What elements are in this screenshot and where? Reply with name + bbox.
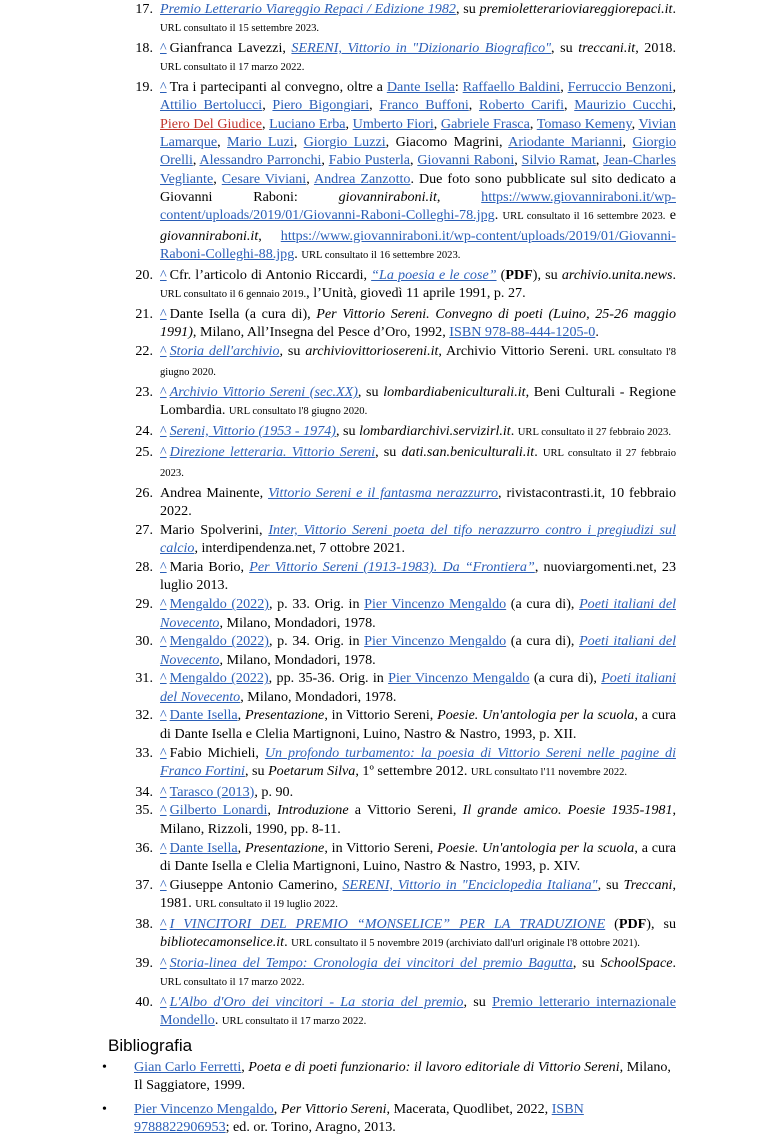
citation-link[interactable]: “La poesia e le cose” [371,266,497,283]
citation-text: URL consultato l'11 novembre 2022. [470,766,628,778]
citation-text: ^ Dante Isella, Presentazione, in Vittorio Sereni, Poesie. Un'antologia per la scuola, a cura di Dante Isella e Clelia Martignoni, Luino, Nastro & Nastro, 1993, p. XIV. [160,839,677,874]
citation-text: premioletterarioviareggiorepaci.it [479,1,673,17]
footnote-item [118,954,676,993]
citation-text: ^ Dante Isella (a cura di), Per Vittorio Sereni. Convegno di poeti (Luino, 25-26 maggio 1991), Milano, All’Insegna del Pesce d’Oro, 1992, ISBN 978-88-444-1205-0. [160,305,676,341]
citation-link[interactable]: Maurizio Cucchi [574,97,673,114]
citation-link[interactable]: Umberto Fiori [352,115,434,132]
citation-text: URL consultato il 15 settembre 2023. [160,23,320,35]
citation-link[interactable]: Pier Vincenzo Mengaldo [364,596,507,613]
backref-caret-link[interactable]: ^ [160,423,167,440]
citation-link[interactable]: Silvio Ramat [521,152,596,169]
citation-text: ^ Sereni, Vittorio (1953 - 1974), su lombardiarchivi.servizirl.it. URL consultato il 27 febbraio 2023. [160,423,671,440]
citation-text: 25. [135,443,153,460]
citation-link[interactable]: Andrea Zanzotto [313,170,411,187]
footnote-item [118,632,676,669]
citation-text: 32. [135,707,153,724]
citation-text: URL consultato l'8 giugno 2020. [228,406,368,418]
citation-text: 23. [135,383,153,400]
citation-text: URL consultato il 5 novembre 2019 (archiviato dall'url originale l'8 ottobre 2021). [291,938,640,950]
backref-caret-link[interactable]: ^ [160,993,167,1010]
citation-text: ^ Tarasco (2013), p. 90. [160,783,294,800]
citation-text: 22. [135,342,153,359]
citation-text: ^ Fabio Michieli, Un profondo turbamento: la poesia di Vittorio Sereni nelle pagine di Franco Fortini, su Poetarum Silva, 1º settembre 2012. URL consultato l'11 novembre 2022. [160,744,676,779]
citation-link[interactable]: Ariodante Marianni [508,134,623,151]
citation-link[interactable]: Attilio Bertolucci [160,97,263,114]
citation-link[interactable]: Mengaldo (2022) [169,633,269,650]
footnote-item [118,443,676,484]
footnote-item [118,801,676,838]
footnote-item [118,744,676,783]
citation-text: URL consultato il 27 febbraio 2023. [160,447,676,480]
citation-text: 26. [135,484,153,501]
citation-text: URL consultato il 17 marzo 2022. [160,62,305,74]
citation-text: ^ I VINCITORI DEL PREMIO “MONSELICE” PER LA TRADUZIONE (PDF), su bibliotecamonselice.it. URL consultato il 5 novembre 2019 (archiviato dall'url originale l'8 ottobre 2021). [160,915,676,951]
citation-text: URL consultato l'8 giugno 2020. [160,346,676,379]
backref-caret-link[interactable]: ^ [160,305,167,322]
citation-text: 39. [135,954,153,971]
citation-text: ^ Gianfranca Lavezzi, SERENI, Vittorio in "Dizionario Biografico", su treccani.it, 2018. URL consultato il 17 marzo 2022. [160,40,676,74]
citation-link[interactable]: Luciano Erba [269,115,346,132]
citation-link[interactable]: Alessandro Parronchi [199,152,322,169]
citation-link[interactable]: Un profondo turbamento: la poesia di Vittorio Sereni nelle pagine di Franco Fortini [160,744,676,779]
backref-caret-link[interactable]: ^ [160,783,167,800]
citation-text: giovanniraboni.it [160,227,259,244]
citation-text: Presentazione [244,707,325,724]
citation-text: archiviovittoriosereni.it [305,342,439,359]
citation-text: 20. [135,266,153,283]
footnote-item [118,669,676,706]
citation-link[interactable]: Gian Carlo Ferretti [134,1058,242,1075]
citation-text: 28. [135,559,153,576]
citation-link[interactable]: Piero Del Giudice [160,115,262,132]
backref-caret-link[interactable]: ^ [160,915,167,932]
footnote-item [118,839,676,876]
citation-text: PDF [618,915,647,932]
citation-link[interactable]: https://www.giovanniraboni.it/wp-content/uploads/2019/01/Giovanni-Raboni-Colleghi-78.jpg [160,188,676,224]
backref-caret-link[interactable]: ^ [160,383,167,400]
citation-text: Introduzione [277,802,349,819]
citation-text: 37. [135,876,153,893]
citation-link[interactable]: ISBN [551,1101,584,1118]
citation-text: dati.san.beniculturali.it [401,443,535,460]
citation-text: URL consultato il 19 luglio 2022. [195,898,338,910]
citation-link[interactable]: I VINCITORI DEL PREMIO “MONSELICE” PER LA TRADUZIONE [169,915,606,932]
citation-text: Premio Letterario Viareggio Repaci / Edizione 1982, su premioletterarioviareggiorepaci.it. URL consultato il 15 settembre 2023. [160,1,676,35]
citation-link[interactable]: Dante Isella [169,707,238,724]
citation-text: 34. [135,783,153,800]
citation-link[interactable]: Mengaldo (2022) [169,596,269,613]
citation-text: 17. [135,1,153,17]
footnote-item [118,342,676,383]
citation-text: URL consultato il 16 settembre 2023. [301,249,461,261]
citation-link[interactable]: Pier Vincenzo Mengaldo [388,670,530,687]
citation-link[interactable]: Fabio Pusterla [328,152,411,169]
footnote-item [118,706,676,743]
citation-link[interactable]: 9788822906953 [134,1119,226,1136]
footnote-item [118,422,676,442]
citation-link[interactable]: SERENI, Vittorio in "Enciclopedia Italiana" [342,876,598,893]
citation-text: URL consultato il 16 settembre 2023. [502,211,666,223]
bibliography-item: • Gian Carlo Ferretti, Poeta e di poeti funzionario: il lavoro editoriale di Vittorio Sereni, Milano, Il Saggiatore, 1999. [118,1058,676,1095]
backref-caret-link[interactable]: ^ [160,707,167,724]
citation-link[interactable]: Pier Vincenzo Mengaldo [364,633,507,650]
citation-text: ^ Maria Borio, Per Vittorio Sereni (1913-1983). Da “Frontiera”, nuoviargomenti.net, 23 luglio 2013. [160,559,676,594]
citation-link[interactable]: Storia-linea del Tempo: Cronologia dei vincitori del premio Bagutta [169,954,573,971]
citation-text: ^ Mengaldo (2022), pp. 35-36. Orig. in Pier Vincenzo Mengaldo (a cura di), Poeti italiani del Novecento, Milano, Mondadori, 1978. [160,670,676,705]
citation-link[interactable]: Mario Luzi [227,134,294,151]
citation-link[interactable]: Gilberto Lonardi [169,802,268,819]
citation-text: Per Vittorio Sereni [280,1101,387,1118]
footnote-item [118,78,676,265]
citation-text: ^ Giuseppe Antonio Camerino, SERENI, Vittorio in "Enciclopedia Italiana", su Treccani, 1981. URL consultato il 19 luglio 2022. [160,876,676,911]
citation-link[interactable]: Premio letterario internazionale Mondello [160,993,676,1029]
citation-link[interactable]: Premio Letterario Viareggio Repaci / Edizione 1982 [160,1,456,17]
citation-text: ^ Cfr. l’articolo di Antonio Riccardi, “La poesia e le cose” (PDF), su archivio.unita.news. URL consultato il 6 gennaio 2019., l’Unità, giovedì 11 aprile 1991, p. 27. [160,266,677,301]
backref-caret-link[interactable]: ^ [160,596,167,613]
citation-text: Il grande amico. Poesie 1935-1981 [462,802,673,819]
footnote-item [118,521,676,558]
backref-caret-link[interactable]: ^ [160,266,167,283]
citation-link[interactable]: https://www.giovanniraboni.it/wp-content/uploads/2019/01/Giovanni-Raboni-Colleghi-88.jpg [160,227,676,262]
citation-text: Mario Spolverini, Inter, Vittorio Sereni poeta del tifo nerazzurro contro i pregiudizi sul calcio, interdipendenza.net, 7 ottobre 2021. [160,522,676,557]
bibliography-list [118,1058,676,1137]
citation-text: Treccani [623,876,673,893]
citation-link[interactable]: Inter, Vittorio Sereni poeta del tifo nerazzurro contro i pregiudizi sul calcio [160,522,676,557]
citation-link[interactable]: Giovanni Raboni [417,152,515,169]
footnote-item [118,484,676,521]
citation-link[interactable]: ISBN 978-88-444-1205-0 [449,324,596,341]
bibliography-heading: Bibliografia [108,1035,193,1055]
citation-link[interactable]: Giorgio Luzzi [303,134,386,151]
citation-link[interactable]: Jean-Charles Vegliante [160,152,676,187]
citation-link[interactable]: Piero Bigongiari [272,97,370,114]
citation-text: 40. [135,993,153,1010]
backref-caret-link[interactable]: ^ [160,954,167,971]
citation-text: ^ Gilberto Lonardi, Introduzione a Vittorio Sereni, Il grande amico. Poesie 1935-1981, Milano, Rizzoli, 1990, pp. 8-11. [160,802,677,837]
citation-link[interactable]: Cesare Viviani [221,170,307,187]
backref-caret-link[interactable]: ^ [160,559,167,576]
citation-text: URL consultato il 17 marzo 2022. [160,977,305,989]
citation-link[interactable]: L'Albo d'Oro dei vincitori - La storia del premio [169,993,464,1010]
footnote-item [118,783,676,801]
citation-link[interactable]: Poeti italiani del Novecento [160,670,676,705]
citation-text: 35. [135,802,153,819]
citation-text: lombardiarchivi.servizirl.it [359,423,511,440]
citation-text: 19. [135,79,153,96]
citation-link[interactable]: Vittorio Sereni e il fantasma nerazzurro [268,484,499,501]
citation-link[interactable]: Franco Buffoni [379,97,469,114]
citation-link[interactable]: SERENI, Vittorio in "Dizionario Biografico" [291,40,552,57]
citation-link[interactable]: Ferruccio Benzoni [567,79,673,96]
footnotes-list [118,0,676,1032]
citation-text: 33. [135,744,153,761]
citation-text: lombardiabeniculturali.it [383,383,526,400]
citation-text: SchoolSpace [600,954,673,971]
citation-link[interactable]: Dante Isella [169,839,238,856]
backref-caret-link[interactable]: ^ [160,79,167,96]
citation-text: ^ Archivio Vittorio Sereni (sec.XX), su lombardiabeniculturali.it, Beni Culturali - Regione Lombardia. URL consultato l'8 giugno 2020. [160,383,676,419]
citation-link[interactable]: Roberto Carifi [479,97,564,114]
citation-text: Poesie. Un'antologia per la scuola [437,839,635,856]
citation-text: Andrea Mainente, Vittorio Sereni e il fantasma nerazzurro, rivistacontrasti.it, 10 febbraio 2022. [160,484,677,520]
backref-caret-link[interactable]: ^ [160,633,167,650]
backref-caret-link[interactable]: ^ [160,802,167,819]
citation-link[interactable]: Poeti italiani del Novecento [160,596,676,631]
citation-text: 36. [135,839,153,856]
citation-link[interactable]: Pier Vincenzo Mengaldo [134,1101,274,1118]
citation-text: ^ Mengaldo (2022), p. 33. Orig. in Pier Vincenzo Mengaldo (a cura di), Poeti italiani del Novecento, Milano, Mondadori, 1978. [160,596,676,631]
citation-text: ^ Direzione letteraria. Vittorio Sereni, su dati.san.beniculturali.it. URL consultato il 27 febbraio 2023. [160,443,676,480]
citation-link[interactable]: Direzione letteraria. Vittorio Sereni [169,443,376,460]
citation-text: Poetarum Silva [268,762,356,779]
footnote-item [118,558,676,595]
bibliography-item: • Pier Vincenzo Mengaldo, Per Vittorio Sereni, Macerata, Quodlibet, 2022, ISBN 9788822906953; ed. or. Torino, Aragno, 2013. [118,1100,676,1137]
citation-text: Poeta e di poeti funzionario: il lavoro editoriale di Vittorio Sereni [248,1058,620,1075]
footnote-item [118,305,676,342]
citation-link[interactable]: Tarasco (2013) [169,783,255,800]
footnote-item [118,876,676,915]
citation-text: treccani.it [578,40,636,57]
citation-text: 24. [135,423,153,440]
citation-text: 30. [135,633,153,650]
footnote-item [118,993,676,1032]
backref-caret-link[interactable]: ^ [160,876,167,893]
citation-text: 38. [135,915,153,932]
citation-text: ^ Storia-linea del Tempo: Cronologia dei vincitori del premio Bagutta, su SchoolSpace. URL consultato il 17 marzo 2022. [160,954,676,989]
citation-link[interactable]: Dante Isella [386,79,455,96]
citation-link[interactable]: Tomaso Kemeny [536,115,632,132]
citation-text: URL consultato il 6 gennaio 2019. [160,288,307,300]
backref-caret-link[interactable]: ^ [160,744,167,761]
backref-caret-link[interactable]: ^ [160,40,167,57]
citation-text: 21. [135,305,153,322]
citation-link[interactable]: Per Vittorio Sereni (1913-1983). Da “Frontiera” [249,559,535,576]
citation-text: Presentazione [244,839,325,856]
footnote-item [118,39,676,78]
citation-text: ^ Storia dell'archivio, su archiviovittoriosereni.it, Archivio Vittorio Sereni. URL consultato l'8 giugno 2020. [160,342,676,379]
footnote-item [118,266,676,305]
citation-text: archivio.unita.news [561,266,673,283]
footnote-item [118,383,676,422]
citation-link[interactable]: Gabriele Frasca [440,115,530,132]
citation-text: bibliotecamonselice.it [160,934,285,951]
backref-caret-link[interactable]: ^ [160,839,167,856]
citation-text: giovanniraboni.it [338,188,437,205]
citation-link[interactable]: Mengaldo (2022) [169,670,269,687]
citation-link[interactable]: Giorgio Orelli [160,134,677,169]
citation-link[interactable]: Vivian Lamarque [160,115,676,151]
backref-caret-link[interactable]: ^ [160,670,167,687]
citation-text: 31. [135,670,153,687]
citation-text: 29. [135,596,153,613]
backref-caret-link[interactable]: ^ [160,443,167,460]
citation-text: ^ Mengaldo (2022), p. 34. Orig. in Pier Vincenzo Mengaldo (a cura di), Poeti italiani del Novecento, Milano, Mondadori, 1978. [160,633,676,668]
citation-text: URL consultato il 17 marzo 2022. [221,1016,367,1028]
footnote-item [118,915,676,954]
citation-link[interactable]: Poeti italiani del Novecento [160,633,676,668]
citation-link[interactable]: Sereni, Vittorio (1953 - 1974) [169,423,336,440]
citation-text: ^ L'Albo d'Oro dei vincitori - La storia del premio, su Premio letterario internazionale Mondello. URL consultato il 17 marzo 2022. [160,993,676,1029]
citation-text: PDF [505,266,533,283]
citation-text: ^ Tra i partecipanti al convegno, oltre a Dante Isella: Raffaello Baldini, Ferruccio Benzoni, Attilio Bertolucci, Piero Bigongiari, Franco Buffoni, Roberto Carifi, Maurizio Cucchi, Piero Del Giudice, Luciano Erba, Umberto Fiori, Gabriele Frasca, Tomaso Kemeny, Vivian Lamarque, Mario Luzi, Giorgio Luzzi, Giacomo Magrini, Ariodante Marianni, Giorgio Orelli, Alessandro Parronchi, Fabio Pusterla, Giovanni Raboni, Silvio Ramat, Jean-Charles Vegliante, Cesare Viviani, Andrea Zanzotto. Due foto sono pubblicate sul sito dedicato a Giovanni Raboni: giovanniraboni.it, https://www.giovanniraboni.it/wp-content/uploads/2019/01/Giovanni-Raboni-Colleghi-78.jpg. URL consultato il 16 settembre 2023. e giovanniraboni.it, https://www.giovanniraboni.it/wp-content/uploads/2019/01/Giovanni-Raboni-Colleghi-88.jpg. URL consultato il 16 settembre 2023. [160,79,677,262]
footnote-item [118,595,676,632]
citation-link[interactable]: Archivio Vittorio Sereni (sec.XX) [169,383,358,400]
citation-text: Poesie. Un'antologia per la scuola [437,707,635,724]
citation-text: URL consultato il 27 febbraio 2023. [517,427,671,439]
citation-text: Per Vittorio Sereni. Convegno di poeti (Luino, 25-26 maggio 1991) [160,305,676,341]
backref-caret-link[interactable]: ^ [160,342,167,359]
citation-text: ^ Dante Isella, Presentazione, in Vittorio Sereni, Poesie. Un'antologia per la scuola, a cura di Dante Isella e Clelia Martignoni, Luino, Nastro & Nastro, 1993, p. XII. [160,707,677,742]
citation-link[interactable]: Raffaello Baldini [462,79,561,96]
citation-text: 18. [135,40,153,57]
footnote-item [118,0,676,39]
citation-text: 27. [135,522,153,539]
citation-link[interactable]: Storia dell'archivio [169,342,280,359]
